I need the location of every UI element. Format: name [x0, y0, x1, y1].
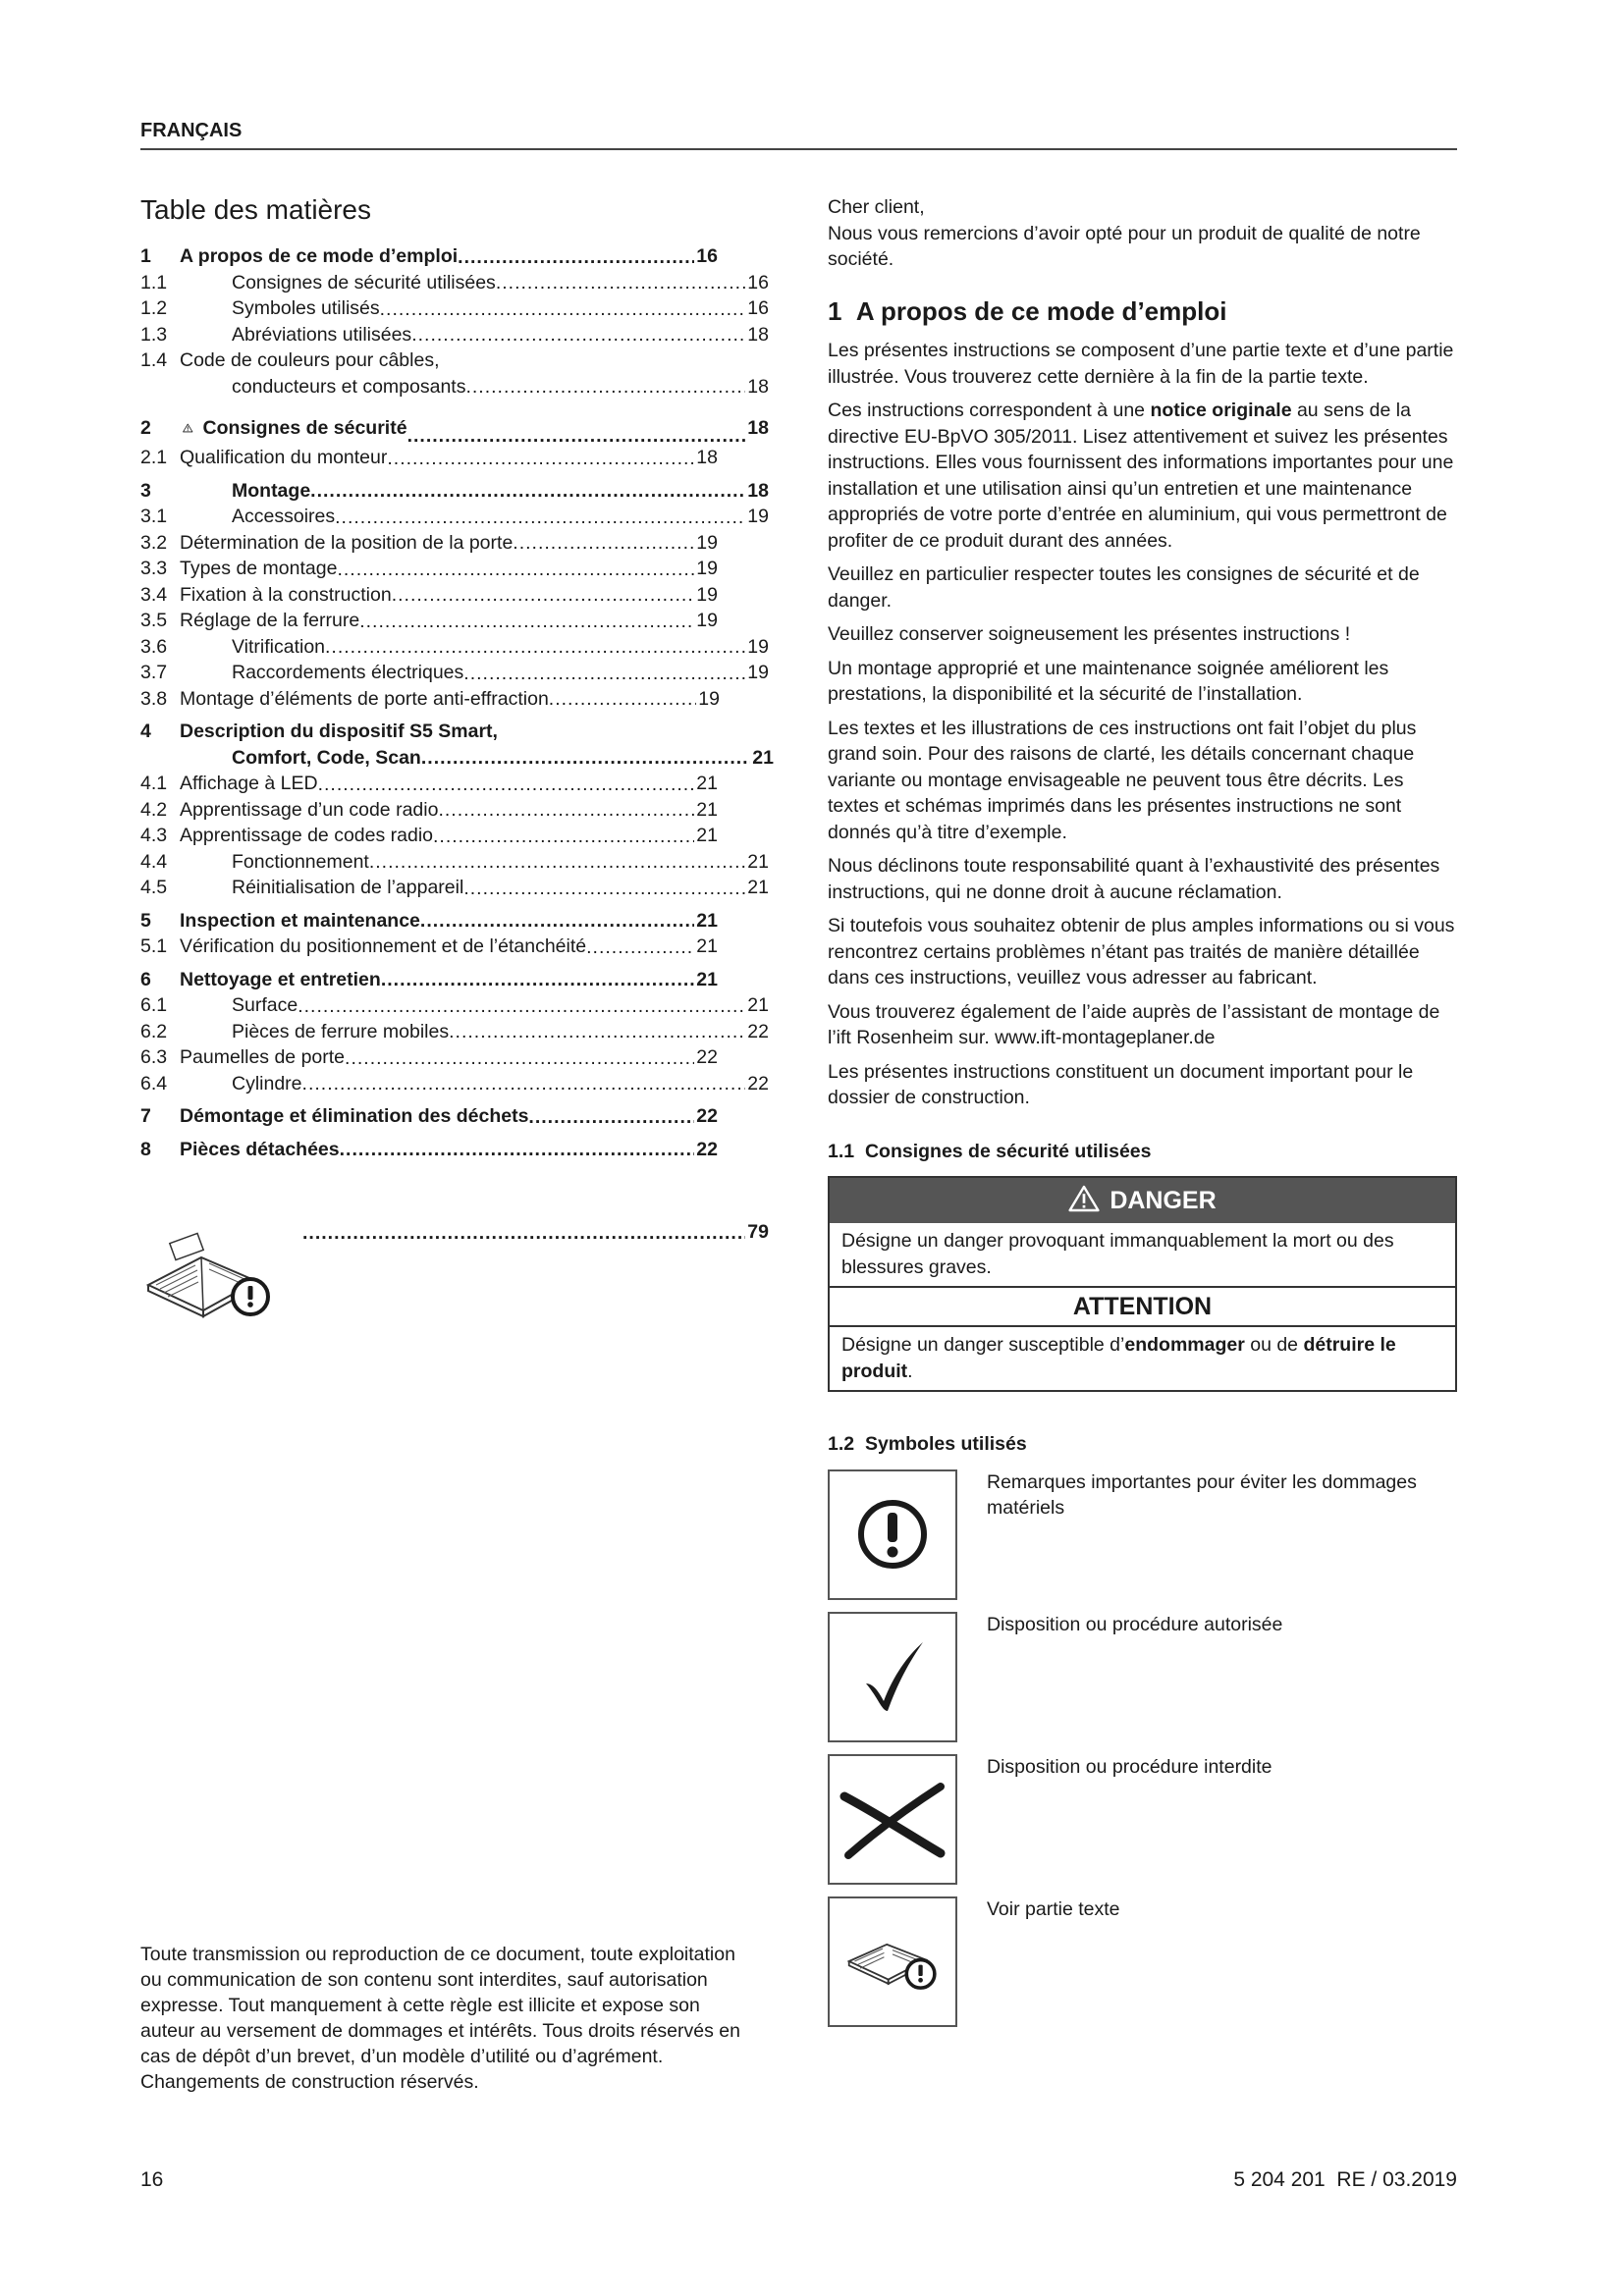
paragraph: Veuillez conserver soigneusement les présentes instructions !	[828, 623, 1351, 645]
symbol-row	[828, 1896, 1457, 2025]
table-of-contents	[140, 194, 774, 1162]
toc-entry[interactable]: 1 A propos de ce mode d’emploi ..... 16	[140, 243, 718, 270]
section-1-2-heading: 1.2 Symboles utilisés	[828, 1433, 1027, 1455]
paragraph: Les présentes instructions se composent d’une partie texte et d’une partie illustrée. Vous trouverez cette dernière à la fin de la partie texte.	[828, 340, 1454, 388]
attention-description: Désigne un danger susceptible d’endommager ou de détruire le produit.	[841, 1334, 1396, 1382]
header-divider	[140, 148, 1457, 150]
safety-notice-table	[828, 1176, 1457, 1392]
thanks-text: Nous vous remercions d’avoir opté pour un produit de qualité de notre société.	[828, 222, 1421, 270]
toc-entry[interactable]: 4.4 Fonctionnement ..... 21	[140, 849, 769, 876]
cross-icon	[839, 1775, 947, 1863]
symbol-description: Voir partie texte	[987, 1897, 1120, 1920]
figure-reference-entry[interactable]: ..... 79	[140, 1219, 769, 1246]
toc-entry[interactable]: 3.2 Détermination de la position de la porte ..... 19	[140, 530, 718, 557]
toc-entry[interactable]: 5.1 Vérification du positionnement et de l’étanchéité ..... 21	[140, 934, 718, 960]
toc-entry[interactable]: 4.1 Affichage à LED ..... 21	[140, 771, 718, 797]
symbol-description: Disposition ou procédure autorisée	[987, 1613, 1283, 1635]
toc-entry[interactable]: 4.5 Réinitialisation de l’appareil ..... 21	[140, 875, 769, 901]
paragraph: Un montage approprié et une maintenance soignée améliorent les prestations, la disponibilité et la sécurité de l’installation.	[828, 657, 1389, 705]
toc-entry[interactable]: 3.3 Types de montage ..... 19	[140, 556, 718, 582]
symbol-box	[828, 1896, 957, 2027]
toc-entry[interactable]: 3.8 Montage d’éléments de porte anti-effraction ..... 19	[140, 686, 720, 713]
page-number: 16	[140, 2168, 164, 2191]
toc-entry[interactable]: 3.1 Accessoires ..... 19	[140, 504, 769, 530]
symbol-description: Disposition ou procédure interdite	[987, 1755, 1272, 1778]
paragraph: Vous trouverez également de l’aide auprès de l’assistant de montage de l’ift Rosenheim sur. www.ift-montageplaner.de	[828, 1000, 1440, 1048]
toc-entry-continuation[interactable]: Comfort, Code, Scan ..... 21	[140, 745, 774, 772]
symbol-box	[828, 1754, 957, 1885]
symbol-row	[828, 1612, 1457, 1740]
paragraph: Ces instructions correspondent à une notice originale au sens de la directive EU-BpVO 305/2011. Lisez attentivement et suivez les présentes instructions. Elles vous fournissent des informations importantes pour une installation et une utilisation ainsi qu’un entretien et une maintenance appropriés de votre porte d’entrée en aluminium, qui vous permettront de profiter de ce produit durant des années.	[828, 400, 1454, 552]
toc-entry[interactable]: 3.6 Vitrification ..... 19	[140, 634, 769, 661]
toc-entry-continuation[interactable]: conducteurs et composants ..... 18	[140, 374, 769, 400]
attention-header: ATTENTION	[830, 1288, 1455, 1327]
book-reference-icon	[843, 1922, 942, 2001]
toc-entry[interactable]: 6.2 Pièces de ferrure mobiles ..... 22	[140, 1019, 769, 1045]
toc-entry[interactable]: 1.4 Code de couleurs pour câbles,	[140, 349, 440, 371]
paragraph: Si toutefois vous souhaitez obtenir de plus amples informations ou si vous rencontrez certains problèmes n’étant pas traités de manière détaillée dans ces instructions, veuillez vous adresser au fabricant.	[828, 915, 1455, 988]
toc-entry[interactable]: 7 Démontage et élimination des déchets ..... 22	[140, 1103, 718, 1130]
toc-entry[interactable]: 3 Montage ..... 18	[140, 478, 769, 505]
copyright-notice: Toute transmission ou reproduction de ce document, toute exploitation ou communication de son contenu sont interdites, sauf autorisation expresse. Tout manquement à cette règle est illicite et expose son auteur au versement de dommages et intérêts. Tous droits réservés en cas de dépôt d’un brevet, d’un modèle d’utilité ou d’agrément. Changements de construction réservés.	[140, 1944, 740, 2093]
toc-entry[interactable]: 4.2 Apprentissage d’un code radio ..... 21	[140, 797, 718, 824]
toc-entry[interactable]: 5 Inspection et maintenance ..... 21	[140, 908, 718, 934]
warning-triangle-icon	[1068, 1185, 1100, 1212]
toc-entry[interactable]: 4 Description du dispositif S5 Smart,	[140, 721, 498, 742]
warning-triangle-icon	[183, 411, 193, 445]
section-1-1-heading: 1.1 Consignes de sécurité utilisées	[828, 1140, 1152, 1162]
toc-entry[interactable]: 3.7 Raccordements électriques ..... 19	[140, 660, 769, 686]
document-reference: 5 204 201 RE / 03.2019	[1233, 2168, 1457, 2191]
toc-entry[interactable]: 1.3 Abréviations utilisées ..... 18	[140, 322, 769, 348]
toc-entry[interactable]: 3.5 Réglage de la ferrure ..... 19	[140, 608, 718, 634]
toc-entry[interactable]: 2.1 Qualification du monteur ..... 18	[140, 445, 718, 471]
danger-description: Désigne un danger provoquant immanquablement la mort ou des blessures graves.	[830, 1223, 1455, 1288]
section-1-heading: 1 A propos de ce mode d’emploi	[828, 295, 1227, 326]
paragraph: Les textes et les illustrations de ces instructions ont fait l’objet du plus grand soin. Pour des raisons de clarté, les détails concernant chaque variante ou montage envisageable ne peuvent tous être décrits. Les textes et schémas imprimés dans les présentes instructions ne sont donnés qu’à titre d’exemple.	[828, 717, 1417, 843]
checkmark-icon	[848, 1632, 937, 1721]
toc-title: Table des matières	[140, 194, 372, 225]
symbol-row	[828, 1754, 1457, 1883]
language-header: FRANÇAIS	[140, 120, 243, 141]
symbol-box	[828, 1469, 957, 1600]
toc-entry[interactable]: 6.4 Cylindre ..... 22	[140, 1071, 769, 1097]
toc-entry[interactable]: 1.1 Consignes de sécurité utilisées ..... 16	[140, 270, 769, 296]
paragraph: Les présentes instructions constituent un document important pour le dossier de construction.	[828, 1060, 1414, 1108]
toc-entry[interactable]: 6 Nettoyage et entretien ..... 21	[140, 967, 718, 993]
main-content	[828, 194, 1457, 2039]
danger-header: DANGER	[830, 1178, 1455, 1223]
paragraph: Veuillez en particulier respecter toutes les consignes de sécurité et de danger.	[828, 563, 1420, 612]
toc-entry[interactable]: 2 Consignes de sécurité ..... 18	[140, 411, 769, 445]
symbol-row	[828, 1469, 1457, 1598]
paragraph: Nous déclinons toute responsabilité quant à l’exhaustivité des présentes instructions, qui ne donne droit à aucune réclamation.	[828, 855, 1440, 903]
toc-entry[interactable]: 6.3 Paumelles de porte ..... 22	[140, 1044, 718, 1071]
greeting: Cher client,	[828, 196, 925, 218]
symbol-description: Remarques importantes pour éviter les dommages matériels	[987, 1470, 1417, 1519]
toc-entry[interactable]: 3.4 Fixation à la construction ..... 19	[140, 582, 718, 609]
toc-entry[interactable]: 1.2 Symboles utilisés ..... 16	[140, 295, 769, 322]
symbol-box	[828, 1612, 957, 1742]
toc-entry[interactable]: 8 Pièces détachées ..... 22	[140, 1137, 718, 1163]
toc-entry[interactable]: 6.1 Surface ..... 21	[140, 992, 769, 1019]
toc-entry[interactable]: 4.3 Apprentissage de codes radio ..... 21	[140, 823, 718, 849]
exclamation-circle-icon	[853, 1495, 932, 1574]
